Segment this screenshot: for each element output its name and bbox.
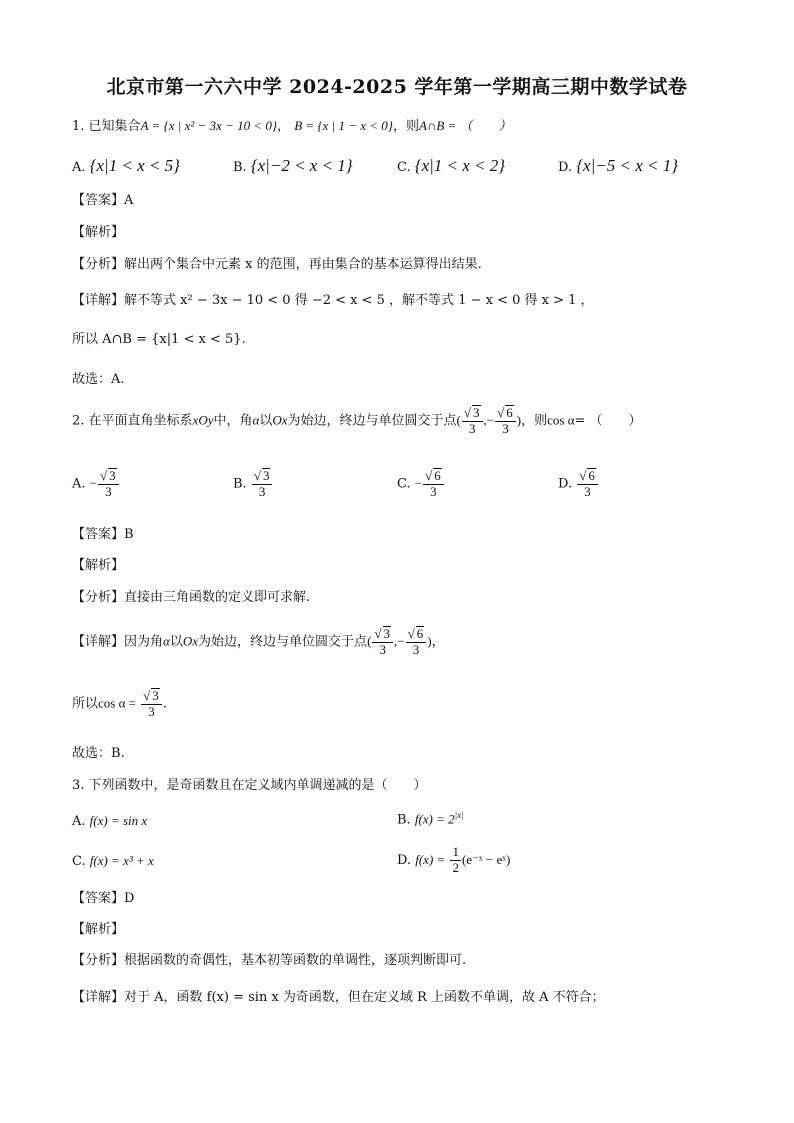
q1-stem: 1. 已知集合A = {x | x² − 3x − 10 < 0}， B = {x | 1 − x < 0}，则A∩B = （ ） — [72, 118, 512, 134]
q3-option-c: C. f(x) = x³ + x — [72, 853, 154, 869]
q3-stem: 3. 下列函数中，是奇函数且在定义域内单调递减的是（ ） — [72, 778, 427, 793]
q2-answer: 【答案】B — [72, 527, 134, 542]
q2-detail: 【详解】因为角α以Ox为始边，终边与单位圆交于点( √ $\frac{3}{3}$ ,− √ $\frac{6}{3}$ )， — [72, 626, 445, 658]
q2-option-d: D. √ $\frac{6}{3}$ — [558, 468, 599, 500]
q3-option-d: D. f(x) = $\frac{1}{2}$ (e⁻ˣ − eˣ) — [397, 844, 511, 875]
q1-analysis-label: 【解析】 — [72, 225, 125, 240]
q1-option-a: A. {x|1 < x < 5} — [72, 156, 180, 175]
q1-number: 1. — [72, 119, 85, 134]
q3-fenxi: 【分析】根据函数的奇偶性，基本初等函数的单调性，逐项判断即可. — [72, 953, 467, 968]
q2-analysis-label: 【解析】 — [72, 558, 125, 573]
q3-analysis-label: 【解析】 — [72, 922, 125, 937]
q1-answer: 【答案】A — [72, 193, 134, 208]
q2-stem: 2. 在平面直角坐标系xOy中，角α以Ox为始边，终边与单位圆交于点( √ $\frac{3}{3}$ ,− √ $\frac{6}{3}$ )，则cos α= （ ） — [72, 405, 642, 437]
q1-set-b: B = {x | 1 − x < 0} — [294, 118, 393, 133]
q3-option-b: B. $f(x) = 2^{|x|}$ — [397, 810, 464, 828]
q1-detail-1: 【详解】解不等式 x² − 3x − 10 < 0 得 −2 < x < 5 ，解不等式 1 − x < 0 得 x > 1 ， — [72, 293, 594, 308]
q3-detail: 【详解】对于 A，函数 f(x) = sin x 为奇函数，但在定义域 R 上函数不单调，故 A 不符合； — [72, 990, 605, 1005]
q1-option-d: D. {x|−5 < x < 1} — [558, 156, 679, 175]
q2-point-y: √ $\frac{6}{3}$ — [495, 405, 516, 437]
q1-option-c: C. {x|1 < x < 2} — [397, 156, 506, 175]
q2-option-a: A. − √ $\frac{3}{3}$ — [72, 468, 120, 500]
q1-choose: 故选：A. — [72, 372, 125, 387]
q2-fenxi: 【分析】直接由三角函数的定义即可求解. — [72, 590, 311, 605]
q2-option-b: B. √ $\frac{3}{3}$ — [233, 468, 273, 500]
q2-point-x: √ $\frac{3}{3}$ — [462, 405, 483, 437]
q2-option-c: C. − √ $\frac{6}{3}$ — [397, 468, 445, 500]
q3-answer: 【答案】D — [72, 891, 135, 906]
q1-fenxi: 【分析】解出两个集合中元素 x 的范围，再由集合的基本运算得出结果. — [72, 257, 482, 272]
q3-number: 3. — [72, 778, 85, 793]
q1-option-b: B. {x|−2 < x < 1} — [233, 156, 353, 175]
q1-set-a: A = {x | x² − 3x − 10 < 0} — [140, 118, 278, 133]
q1-ask: A∩B = （ ） — [419, 118, 512, 133]
q3-option-a: A. f(x) = sin x — [72, 813, 148, 829]
q2-choose: 故选：B. — [72, 746, 125, 761]
page-title: 北京市第一六六中学 2024-2025 学年第一学期高三期中数学试卷 — [106, 76, 688, 98]
q1-detail-2: 所以 A∩B = {x|1 < x < 5}. — [72, 332, 246, 347]
q2-number: 2. — [72, 413, 85, 429]
q2-conclusion: 所以cos α = √ $\frac{3}{3}$ . — [72, 688, 167, 720]
